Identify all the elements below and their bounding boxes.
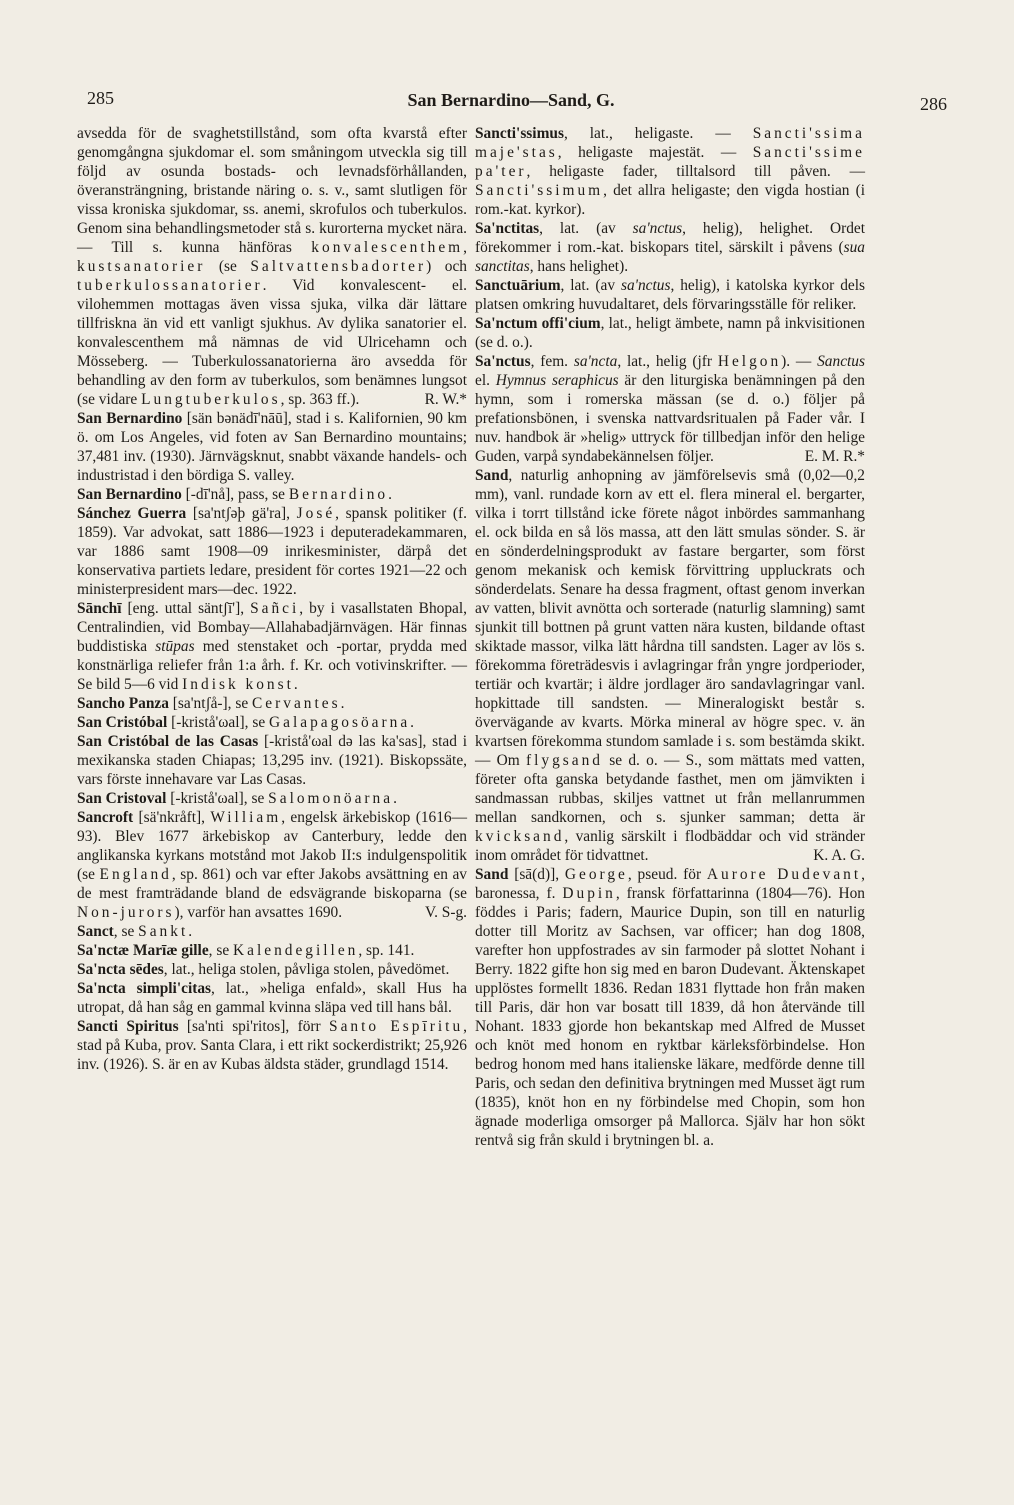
left_column-entry: Sánchez Guerra [sa'ntʃəþ gä'ra], José, spansk politiker (f. 1859). Var advokat, satt 1886—1923 i deputeradekammaren, var 1886 samt 1908—09 inrikesminister, därpå det konservativa partiets ledare, president för cortes 1921—22 och ministerpresident mars—dec. 1922.: [77, 505, 468, 598]
running-title: San Bernardino—Sand, G.: [407, 90, 615, 110]
left_column-entry: Sa'nctæ Marīæ gille, se Kalendegillen, sp. 141.: [77, 942, 415, 959]
right_column-entry: Sa'nctus, fem. sa'ncta, lat., helig (jfr Helgon). — Sanctus el. Hymnus seraphicus är den liturgiska benämningen på den hymn, som i romerska mässan (se d. o.) följer på prefationsbönen, i svenska nattvardsritualen på Fader vår. I nuv. handbok är »helig» uttryck för tillbedjan inför den helige Guden, varpå syndabekännelsen följer. E. M. R.*: [475, 353, 865, 465]
left_column-entry: Sancti Spiritus [sa'nti spi'ritos], förr Santo Espīritu, stad på Kuba, prov. Santa Clara, i ett rikt sockerdistrikt; 25,926 inv. (1926). S. är en av Kubas äldsta städer, grundlagd 1514.: [77, 1018, 468, 1073]
page-number-left: 285: [87, 88, 114, 108]
page-number-right: 286: [920, 94, 947, 114]
right_column-entry: Sancti'ssimus, lat., heligaste. — Sancti'ssima maje'stas, heligaste majestät. — Sancti'ssime pa'ter, heligaste fader, tilltalsord till påven. — Sancti'ssimum, det allra heligaste; den vigda hostian (i rom.-kat. kyrkor).: [475, 125, 865, 218]
left_column-entry: Sa'ncta sēdes, lat., heliga stolen, påvliga stolen, påvedömet.: [77, 961, 450, 978]
left_column-entry: Sancho Panza [sa'ntʃå-], se Cervantes.: [77, 695, 345, 712]
left_column-entry: San Cristoval [-kristå'ωal], se Salomonöarna.: [77, 790, 397, 807]
right-column: [475, 124, 865, 1150]
right_column-entry: Sa'nctitas, lat. (av sa'nctus, helig), helighet. Ordet förekommer i rom.-kat. biskopars titel, särskilt i påvens (sua sanctitas, hans helighet).: [475, 220, 865, 275]
running-header: [75, 86, 947, 116]
left_column-entry: San Bernardino [-dī'nå], pass, se Bernardino.: [77, 486, 392, 503]
right_column-entry: Sa'nctum offi'cium, lat., heligt ämbete, namn på inkvisitionen (se d. o.).: [475, 315, 865, 351]
right_column-entry: Sanctuārium, lat. (av sa'nctus, helig), i katolska kyrkor dels platsen omkring huvudaltaret, dels förvaringsställe för reliker.: [475, 277, 865, 313]
right_column-entry: Sand [sā(d)], George, pseud. för Aurore Dudevant, baronessa, f. Dupin, fransk författarinna (1804—76). Hon föddes i Paris; fadern, Maurice Dupin, son till en naturlig dotter till Moritz av Sachsen, var officer; han dog 1808, varefter hon uppfostrades av sin farmoder på slottet Nohant i Berry. 1822 gifte hon sig med en baron Dudevant. Äktenskapet upplöstes formellt 1836. Redan 1831 flyttade hon från maken till Paris, där hon var bosatt till 1839, då hon återvände till Nohant. 1833 gjorde hon bekantskap med Alfred de Musset och knöt med honom en ryktbar kärleksförbindelse. Hon bedrog honom med hans italienske läkare, medförde denne till Paris, och sedan den definitiva brytningen med Musset ägt rum (1835), knöt hon en ny förbindelse med Chopin, som hon ägnade moderliga omsorger på Mallorca. Själv har hon sökt rentvå sig från skuld i brytningen bl. a.: [475, 866, 866, 1149]
left_column-entry: avsedda för de svaghetstillstånd, som ofta kvarstå efter genomgångna sjukdomar el. som småningom utveckla sig till följd av osunda bostads- och levnadsförhållanden, överansträngning, bristande näring o. s. v., samt slutligen för vissa kroniska sjukdomar, ss. anemi, skrofulos och tuberkulos. Genom sina behandlingsmetoder stå s. kurorterna mycket nära. — Till s. kunna hänföras konvalescenthem, kustsanatorier (se Saltvattensbadorter) och tuberkulossanatorier. Vid konvalescent- el. vilohemmen mottagas även vissa sjuka, vilka där lättare tillfriskna än vid ett vanligt sjukhus. Av dylika sanatorier el. konvalescenthem må nämnas de vid Ulricehamn och Mösseberg. — Tuberkulossanatorierna äro avsedda för behandling av den form av tuberkulos, som benämnes lungsot (se vidare Lungtuberkulos, sp. 363 ff.). R. W.*: [77, 125, 467, 408]
left_column-entry: Sa'ncta simpli'citas, lat., »heliga enfald», skall Hus ha utropat, då han såg en gammal kvinna släpa ved till hans bål.: [77, 980, 468, 1016]
left_column-entry: Sānchī [eng. uttal säntʃī'], Sañci, by i vasallstaten Bhopal, Centralindien, vid Bombay—Allahabadjärnvägen. Här finnas buddistiska stūpas med stenstaket och -portar, prydda med konstnärliga reliefer från 1:a årh. f. Kr. och votivinskrifter. — Se bild 5—6 vid Indisk konst.: [77, 600, 467, 693]
left_column-entry: Sancroft [sä'nkråft], William, engelsk ärkebiskop (1616—93). Blev 1677 ärkebiskop av Canterbury, ledde den anglikanska kyrkans motstånd mot Jakob II:s indulgenspolitik (se England, sp. 861) och var efter Jakobs avsättning en av de mest framträdande bland de edsvägrande biskoparna (se Non-jurors), varför han avsattes 1690. V. S-g.: [77, 809, 468, 921]
left_column-entry: San Cristóbal de las Casas [-kristå'ωal də las ka'sas], stad i mexikanska staden Chiapas; 13,295 inv. (1921). Biskopssäte, vars förste innehavare var Las Casas.: [77, 733, 467, 788]
right_column-entry: Sand, naturlig anhopning av jämförelsevis små (0,02—0,2 mm), vanl. rundade korn av ett el. flera mineral el. bergarter, vilka i torrt tillstånd icke förete något inbördes sammanhang el. ock bilda en så lös massa, att den lätt smulas sönder. S. är en sönderdelningsprodukt av fastare bergarter, som först genom mekanisk och kemisk förvittring uppluckrats och sönderdelats. Senare ha dessa fragment, oftast genom inverkan av vatten, blivit avnötta och sorterade (naturlig slamning) samt sjunkit till bottnen på grunt vatten nära kusten, bildande oftast skiktade massor, vilka lätt hårdna till sandsten. Lager av lös s. förekomma företrädesvis i avlagringar från yngre jordperioder, tertiär och kvartär; i äldre jordlager äro sandavlagringar vanl. hopkittade till sandsten. — Mineralogiskt består s. övervägande av kvarts. Mörka mineral av högre spec. v. än kvartsen förekomma stundom samlade i s. som bestämda skikt. — Om flygsand se d. o. — S., som mättats med vatten, företer ofta ganska betydande fasthet, men om jämvikten i sandmassan rubbas, skiljes vattnet ut från mellanrummen mellan sandkornen, och s. sjunker samman; detta är kvicksand, vanlig särskilt i flodbäddar och vid stränder inom området för tidvattnet. K. A. G.: [475, 467, 865, 864]
left-column: [77, 124, 467, 1074]
left_column-entry: Sanct, se Sankt.: [77, 923, 193, 940]
left_column-entry: San Bernardino [sän bənädī'nāū], stad i s. Kalifornien, 90 km ö. om Los Angeles, vid foten av San Bernardino mountains; 37,481 inv. (1930). Järnvägsknut, snabbt växande handels- och industristad i den bördiga S. valley.: [77, 410, 467, 484]
left_column-entry: San Cristóbal [-kristå'ωal], se Galapagosöarna.: [77, 714, 415, 731]
